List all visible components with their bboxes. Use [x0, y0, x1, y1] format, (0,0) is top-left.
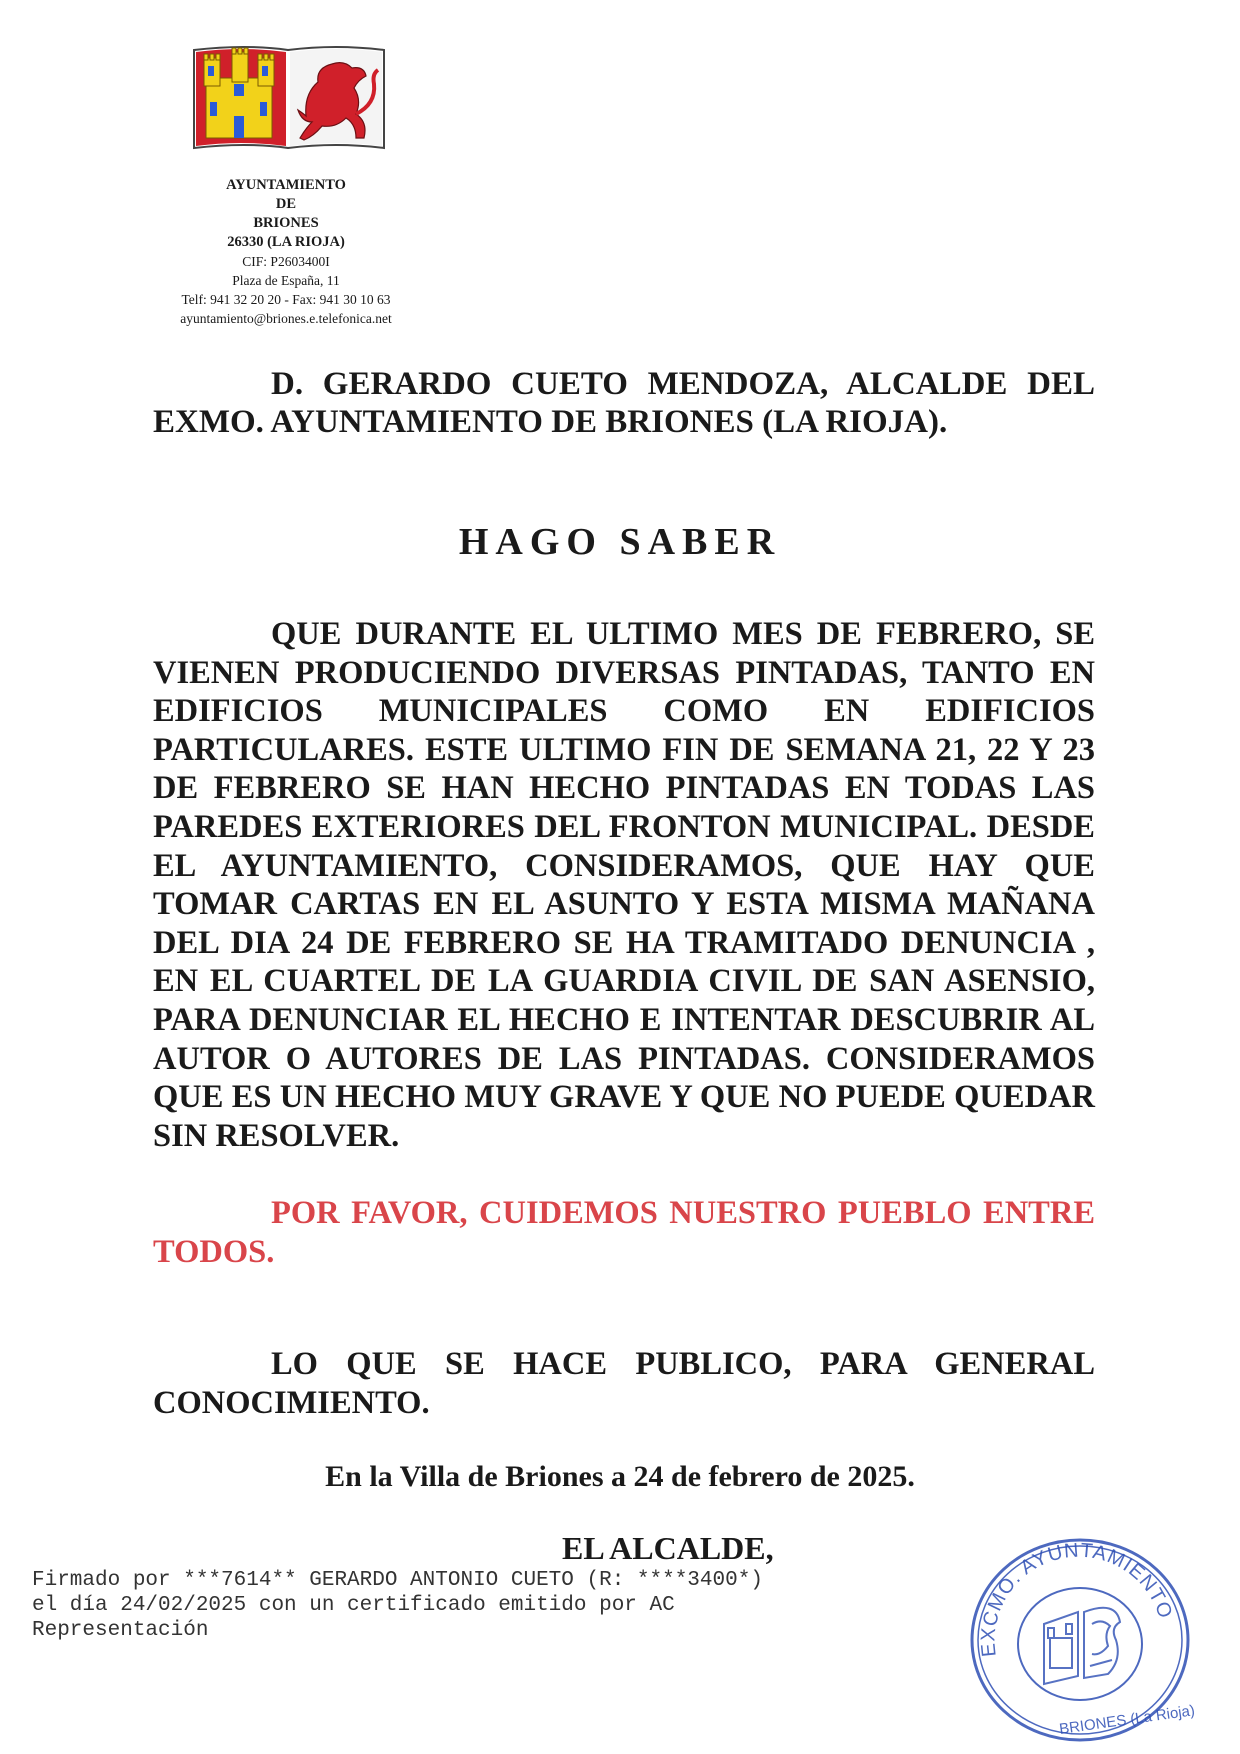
header-email: ayuntamiento@briones.e.telefonica.net [180, 311, 392, 326]
title-line-1: D. GERARDO CUETO MENDOZA, ALCALDE DEL [271, 366, 1095, 402]
header-line: 26330 (LA RIOJA) [227, 234, 345, 250]
header-line: DE [275, 196, 297, 212]
coat-of-arms-icon [186, 44, 391, 162]
signature-line-3: Representación [32, 1619, 209, 1642]
signature-line-2: el día 24/02/2025 con un certificado emitido por AC [32, 1594, 675, 1617]
header-cif: CIF: P2603400I [242, 254, 330, 269]
letterhead [150, 44, 422, 328]
body-paragraph: QUE DURANTE EL ULTIMO MES DE FEBRERO, SE VIENEN PRODUCIENDO DIVERSAS PINTADAS, TANTO EN EDIFICIOS MUNICIPALES COMO EN EDIFICIOS PARTICULARES. ESTE ULTIMO FIN DE SEMANA 21, 22 Y 23 DE FEBRERO SE HAN HECHO PINTADAS EN TODAS LAS PAREDES EXTERIORES DEL FRONTON MUNICIPAL. DESDE EL AYUNTAMIENTO, CONSIDERAMOS, QUE HAY QUE TOMAR CARTAS EN EL ASUNTO Y ESTA MISMA MAÑANA DEL DIA 24 DE FEBRERO SE HA TRAMITADO DENUNCIA , EN EL CUARTEL DE LA GUARDIA CIVIL DE SAN ASENSIO, PARA DENUNCIAR EL HECHO E INTENTAR DESCUBRIR AL AUTOR O AUTORES DE LAS PINTADAS. CONSIDERAMOS QUE ES UN HECHO MUY GRAVE Y QUE NO PUEDE QUEDAR SIN RESOLVER. [153, 616, 1095, 1154]
header-line: AYUNTAMIENTO [226, 177, 346, 193]
place-date: En la Villa de Briones a 24 de febrero de 2025. [325, 1460, 915, 1493]
header-line: BRIONES [253, 215, 319, 231]
header-address: Plaza de España, 11 [232, 273, 340, 288]
header-phone: Telf: 941 32 20 20 - Fax: 941 30 10 63 [181, 292, 391, 307]
closing-paragraph: LO QUE SE HACE PUBLICO, PARA GENERAL CONOCIMIENTO. [153, 1346, 1095, 1421]
digital-signature [32, 1568, 763, 1643]
title-line-2: EXMO. AYUNTAMIENTO DE BRIONES (LA RIOJA). [153, 404, 948, 440]
svg-text:EXCMO. AYUNTAMIENTO: EXCMO. AYUNTAMIENTO [977, 1539, 1177, 1658]
svg-text:BRIONES (La Rioja): BRIONES (La Rioja) [1058, 1702, 1196, 1738]
signatory: EL ALCALDE, [562, 1530, 774, 1566]
appeal-paragraph: POR FAVOR, CUIDEMOS NUESTRO PUEBLO ENTRE TODOS. [153, 1195, 1095, 1270]
official-stamp-icon [960, 1528, 1200, 1750]
page-heading: HAGO SABER [458, 521, 782, 563]
signature-line-1: Firmado por ***7614** GERARDO ANTONIO CUETO (R: ****3400*) [32, 1569, 763, 1592]
